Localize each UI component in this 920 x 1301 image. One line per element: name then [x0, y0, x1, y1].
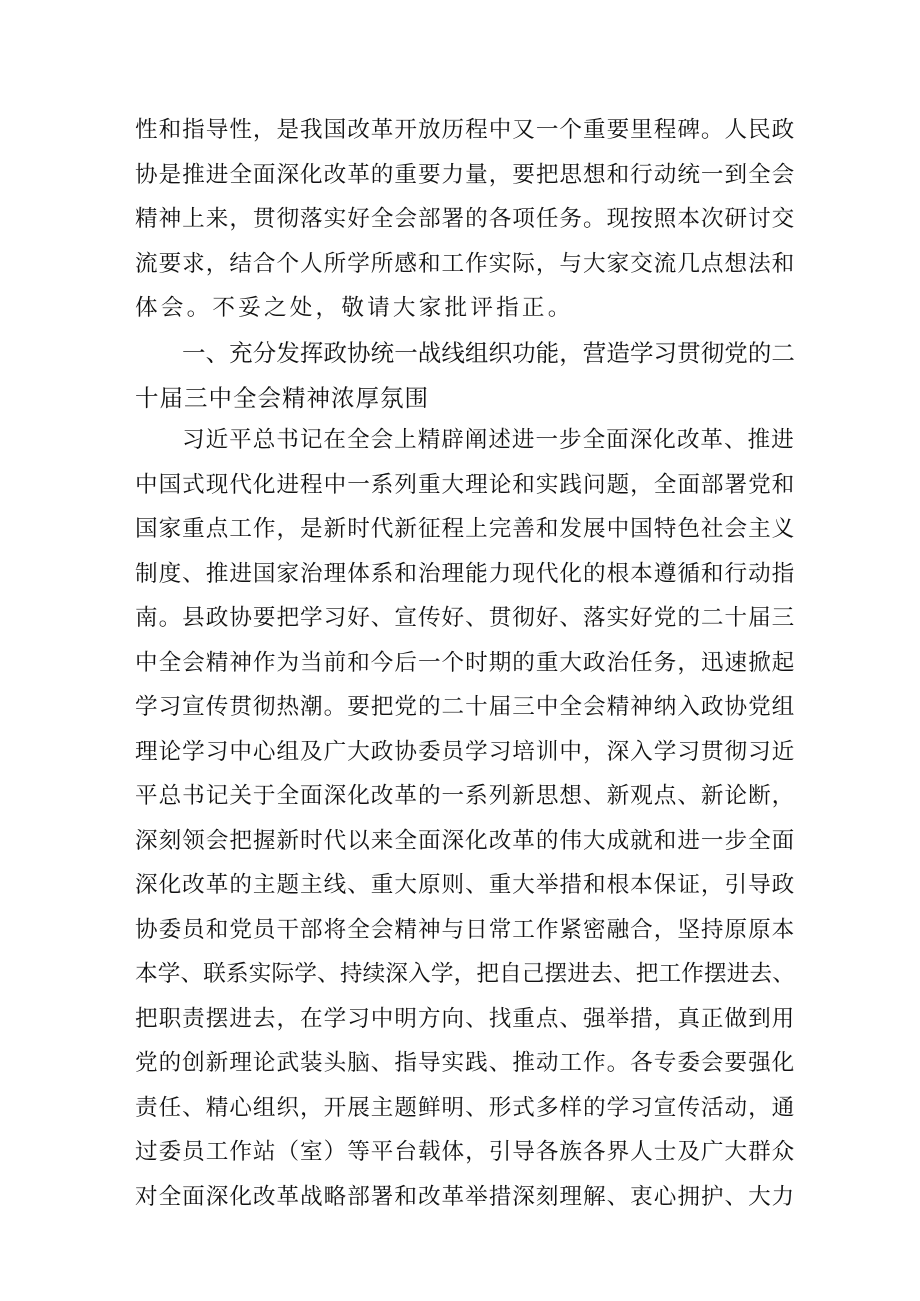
- section-paragraph: [135, 418, 795, 1219]
- text-line: 性和指导性，是我国改革开放历程中又一个重要里程碑。人民政: [135, 117, 796, 143]
- section-heading: [135, 331, 795, 420]
- text-line: 对全面深化改革战略部署和改革举措深刻理解、衷心拥护、大力: [135, 1183, 796, 1210]
- text-line: 中全会精神作为当前和今后一个时期的重大政治任务，迅速掀起: [135, 649, 796, 676]
- text-line: 协委员和党员干部将全会精神与日常工作紧密融合，坚持原原本: [135, 916, 796, 943]
- text-line: 精神上来，贯彻落实好全会部署的各项任务。现按照本次研讨交: [135, 206, 796, 232]
- text-line: 理论学习中心组及广大政协委员学习培训中，深入学习贯彻习近: [135, 738, 796, 765]
- text-line: 中国式现代化进程中一系列重大理论和实践问题，全面部署党和: [135, 471, 796, 498]
- text-line: 制度、推进国家治理体系和治理能力现代化的根本遵循和行动指: [135, 560, 796, 587]
- text-line: 平总书记关于全面深化改革的一系列新思想、新观点、新论断，: [135, 783, 796, 809]
- text-line: 协是推进全面深化改革的重要力量，要把思想和行动统一到全会: [135, 161, 796, 188]
- text-line: 体会。不妥之处，敬请大家批评指正。: [135, 295, 574, 321]
- text-line: 过委员工作站（室）等平台载体，引导各族各界人士及广大群众: [135, 1139, 796, 1165]
- text-line: 习近平总书记在全会上精辟阐述进一步全面深化改革、推进: [182, 427, 795, 453]
- text-line: 责任、精心组织，开展主题鲜明、形式多样的学习宣传活动，通: [135, 1094, 796, 1121]
- text-line: 本学、联系实际学、持续深入学，把自己摆进去、把工作摆进去、: [135, 961, 796, 987]
- text-line: 深刻领会把握新时代以来全面深化改革的伟大成就和进一步全面: [135, 827, 796, 854]
- text-line: 学习宣传贯彻热潮。要把党的二十届三中全会精神纳入政协党组: [135, 694, 796, 720]
- text-line: 南。县政协要把学习好、宣传好、贯彻好、落实好党的二十届三: [135, 605, 796, 631]
- text-line: 国家重点工作，是新时代新征程上完善和发展中国特色社会主义: [135, 516, 796, 542]
- text-line: 深化改革的主题主线、重大原则、重大举措和根本保证，引导政: [135, 872, 796, 898]
- heading-line: 十届三中全会精神浓厚氛围: [135, 383, 429, 412]
- text-line: 把职责摆进去，在学习中明方向、找重点、强举措，真正做到用: [135, 1005, 796, 1032]
- heading-line: 一、充分发挥政协统一战线组织功能，营造学习贯彻党的二: [182, 339, 795, 367]
- intro-paragraph: [135, 108, 795, 331]
- text-line: 党的创新理论武装头脑、指导实践、推动工作。各专委会要强化: [135, 1050, 796, 1076]
- text-line: 流要求，结合个人所学所感和工作实际，与大家交流几点想法和: [135, 250, 796, 277]
